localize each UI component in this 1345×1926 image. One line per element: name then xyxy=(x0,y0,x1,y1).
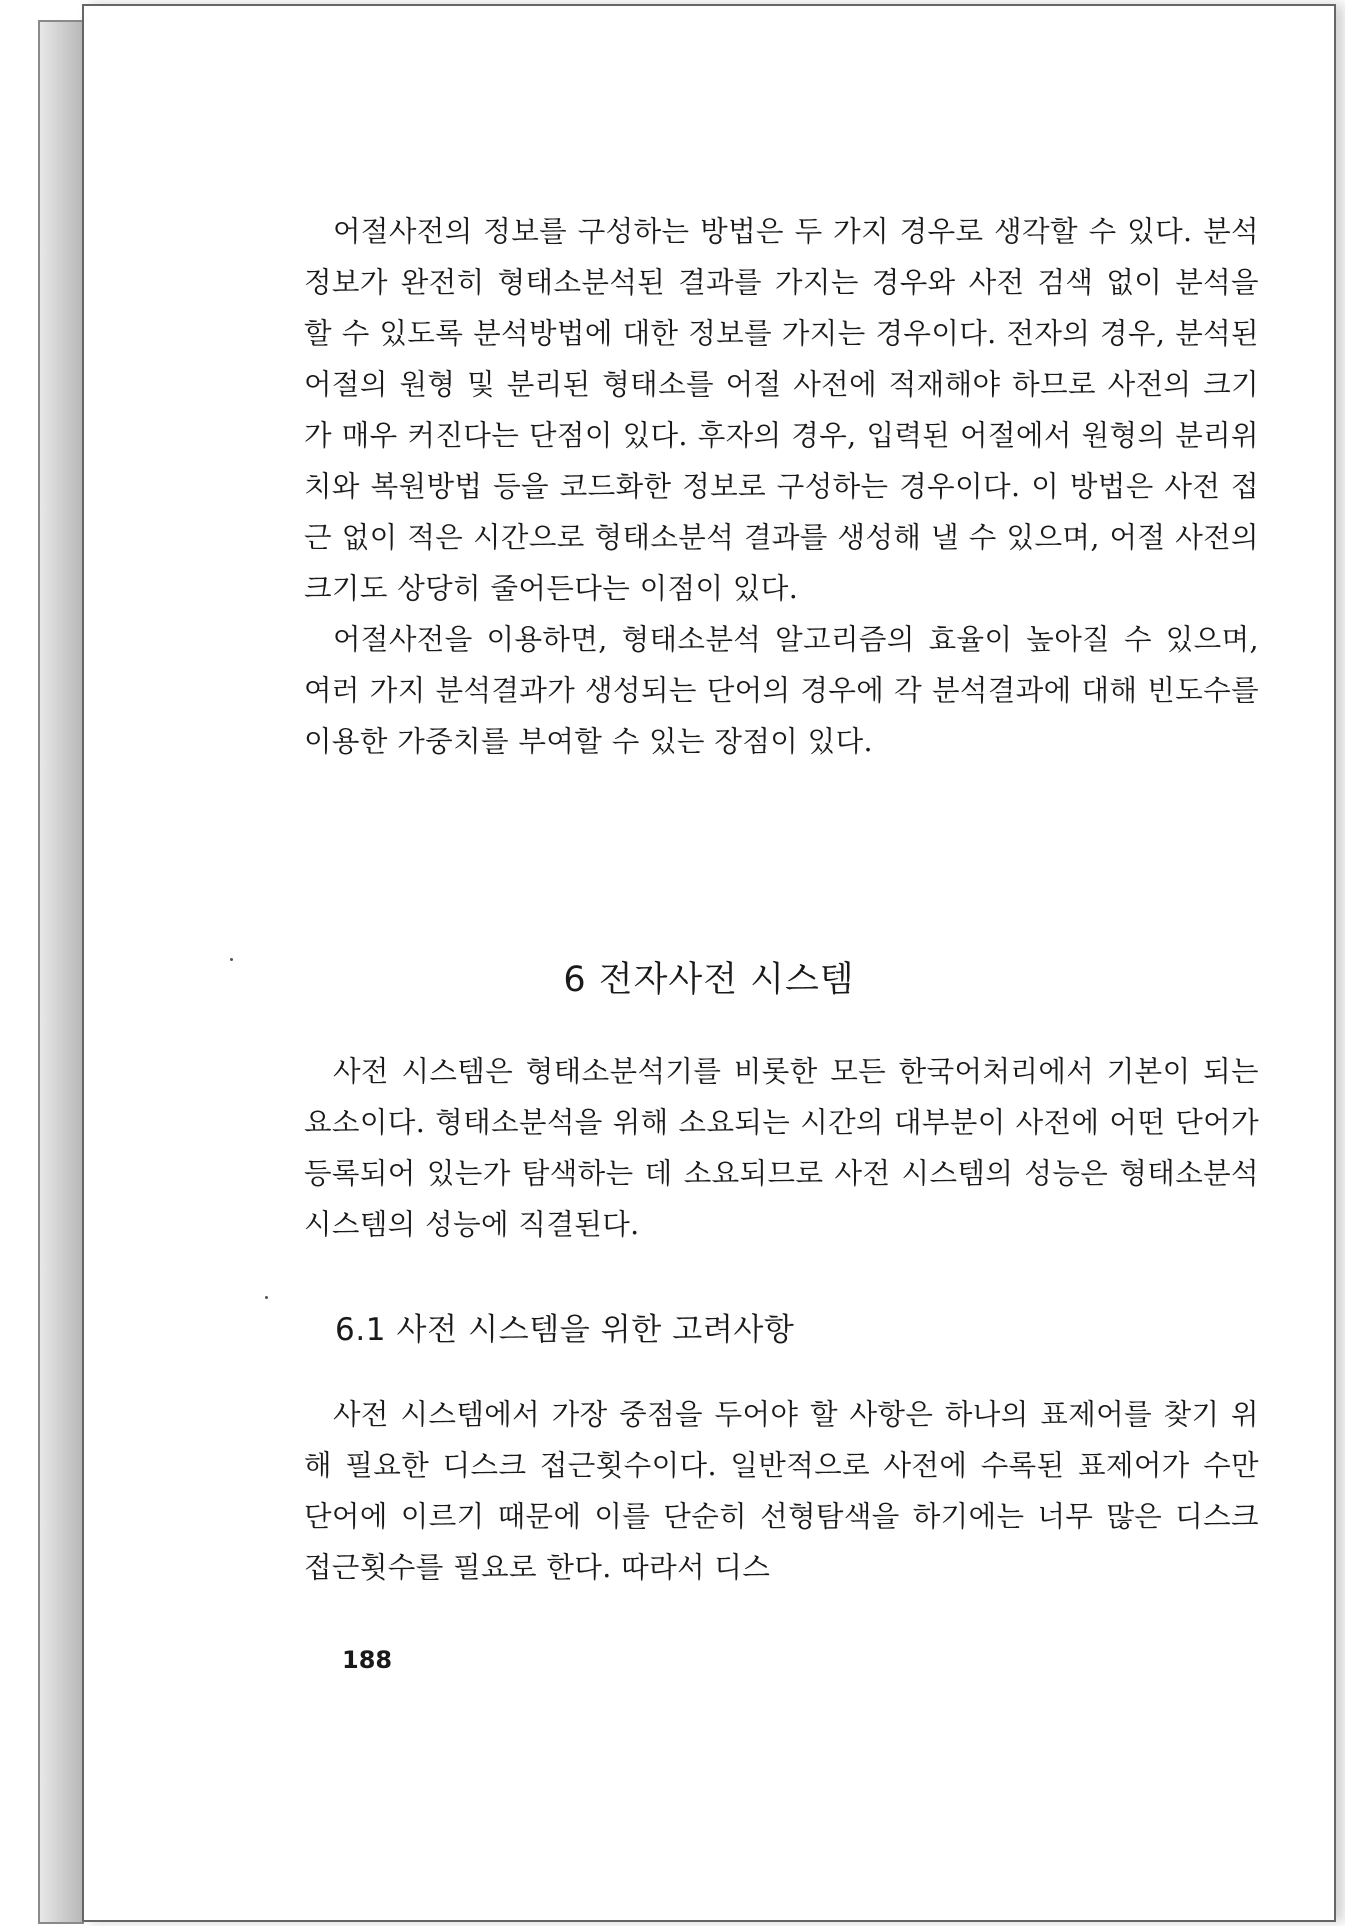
scan-speck xyxy=(265,1296,268,1299)
book-page xyxy=(82,4,1336,1922)
paragraph: 어절사전을 이용하면, 형태소분석 알고리즘의 효율이 높아질 수 있으며, 여러 가지 분석결과가 생성되는 단어의 경우에 각 분석결과에 대해 빈도수를 이용한 가중치를 부여할 수 있는 장점이 있다. xyxy=(304,623,1259,758)
body-text-section xyxy=(304,1389,1259,1593)
paragraph: 사전 시스템에서 가장 중점을 두어야 할 사항은 하나의 표제어를 찾기 위해 필요한 디스크 접근횟수이다. 일반적으로 사전에 수록된 표제어가 수만 단어에 이르기 때문에 이를 단순히 선형탐색을 하기에는 너무 많은 디스크 접근횟수를 필요로 한다. 따라서 디스 xyxy=(304,1398,1259,1584)
page-number: 188 xyxy=(342,1646,393,1674)
book-edge xyxy=(38,20,84,1924)
paragraph: 사전 시스템은 형태소분석기를 비롯한 모든 한국어처리에서 기본이 되는 요소이다. 형태소분석을 위해 소요되는 시간의 대부분이 사전에 어떤 단어가 등록되어 있는가 탐색하는 데 소요되므로 사전 시스템의 성능은 형태소분석 시스템의 성능에 직결된다. xyxy=(304,1055,1259,1241)
chapter-heading: 6 전자사전 시스템 xyxy=(563,960,855,1000)
paragraph: 어절사전의 정보를 구성하는 방법은 두 가지 경우로 생각할 수 있다. 분석정보가 완전히 형태소분석된 결과를 가지는 경우와 사전 검색 없이 분석을 할 수 있도록 분석방법에 대한 정보를 가지는 경우이다. 전자의 경우, 분석된 어절의 원형 및 분리된 형태소를 어절 사전에 적재해야 하므로 사전의 크기가 매우 커진다는 단점이 있다. 후자의 경우, 입력된 어절에서 원형의 분리위치와 복원방법 등을 코드화한 정보로 구성하는 경우이다. 이 방법은 사전 접근 없이 적은 시간으로 형태소분석 결과를 생성해 낼 수 있으며, 어절 사전의 크기도 상당히 줄어든다는 이점이 있다. xyxy=(304,215,1259,605)
body-text-top xyxy=(304,206,1259,767)
section-heading: 6.1 사전 시스템을 위한 고려사항 xyxy=(335,1312,795,1348)
body-text-chapter xyxy=(304,1046,1259,1250)
